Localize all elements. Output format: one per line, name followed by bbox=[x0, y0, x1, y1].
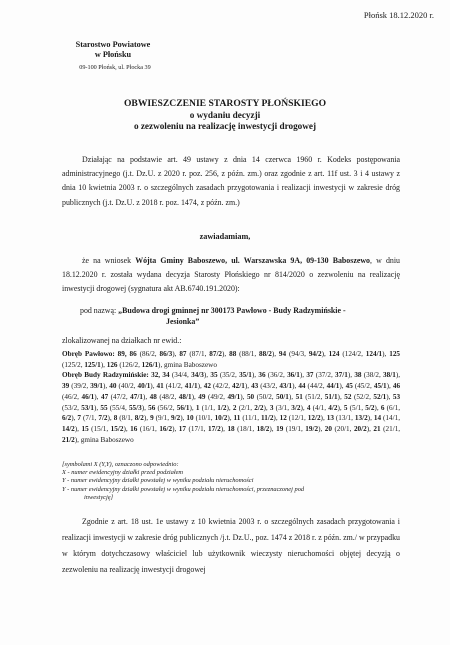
issuer-name: Starostwo Powiatowe bbox=[75, 40, 151, 49]
plot-list: Obręb Pawłowo: 89, 86 (86/2, 86/3), 87 (87/1, 87/2), 88 (88/1, 88/2), 94 (94/3, 94/2), 124 (124/2, 124/1), 125 (125/2, 125/1), 126 (126/2, 126/1), gmina Baboszewo Obręb Budy Radzymińskie: 32, 34 (34/4, 34/3), 35 (35/2, 35/1), 36 (36/2, 36/1), 37 (37/2, 37/1), 38 (38/2, 38/1), 39 (39/2, 39/1), 40 (40/2, 40/1), 41 (41/2, 41/1), 42 (42/2, 42/1), 43 (43/2, 43/1), 44 (44/2, 44/1), 45 (45/2, 45/1), 46 (46/2, 46/1), 47 (47/2, 47/1), 48 (48/2, 48/1), 49 (49/2, 49/1), 50 (50/2, 50/1), 51 (51/2, 51/1), 52 (52/2, 52/1), 53 (53/2, 53/1), 55 (55/4, 55/3), 56 (56/2, 56/1), 1 (1/1, 1/2), 2 (2/1, 2/2), 3 (3/1, 3/2), 4 (4/1, 4/2), 5 (5/1, 5/2), 6 (6/1, 6/2), 7 (7/1, 7/2), 8 (8/1, 8/2), 9 (9/1, 9/2), 10 (10/1, 10/2), 11 (11/1, 11/2), 12 (12/1, 12/2), 13 (13/1, 13/2), 14 (14/1, 14/2), 15 (15/1, 15/2), 16 (16/1, 16/2), 17 (17/1, 17/2), 18 (18/1, 18/2), 19 (19/1, 19/2), 20 (20/1, 20/2), 21 (21/1, 21/2), gmina Baboszewo bbox=[62, 350, 401, 444]
legend-line-3: Y - numer ewidencyjny działki powstałej w wyniku podziału nieruchomości bbox=[62, 477, 254, 485]
decision-pre: że na wniosek bbox=[82, 256, 136, 265]
decision-post: , w dniu 18.12.2020 r. została wydana decyzja Starosty Płońskiego nr 814/2020 o zezwoleniu na realizację inwestycji drogowej (sygnatura akt AB.6740.191.2020): bbox=[62, 256, 400, 294]
decision-paragraph bbox=[62, 254, 400, 297]
notification-heading: zawiadamiam, bbox=[199, 232, 251, 241]
title-line-1: OBWIESZCZENIE STAROSTY PŁOŃSKIEGO bbox=[123, 98, 327, 109]
legal-basis-paragraph: Działając na podstawie art. 49 ustawy z dnia 14 czerwca 1960 r. Kodeks postępowania administracyjnego (j.t. Dz.U. z 2020 r. poz. 256, z późn. zm.) oraz zgodnie z art. 11f ust. 3 i 4 ustawy z dnia 10 kwietnia 2003 r. o szczególnych zasadach przygotowania i realizacji inwestycji w zakresie dróg publicznych (j.t. Dz.U. z 2018 r. poz. 1474, z późn. zm.) bbox=[62, 155, 400, 207]
issuer-block bbox=[58, 40, 168, 71]
symbol-legend bbox=[62, 461, 400, 502]
issuer-location: w Płońsku bbox=[94, 50, 132, 59]
investment-name bbox=[80, 306, 400, 327]
title-line-3: o zezwoleniu na realizację inwestycji drogowej bbox=[133, 121, 317, 131]
issuer-address: 09-100 Płońsk, ul. Płocka 39 bbox=[79, 64, 151, 71]
investment-name-line-2: Jesionka” bbox=[166, 316, 200, 326]
legend-line-4: Y - numer ewidencyjny działki powstałej w wyniku podziału nieruchomości, przeznaczonej pod bbox=[62, 485, 305, 493]
ownership-paragraph: Zgodnie z art. 18 ust. 1e ustawy z 10 kwietnia 2003 r. o szczególnych zasadach przygotowania i realizacji inwestycji w zakresie dróg publicznych /j.t. Dz.U., poz. 1474 z 2018 r. z późn. zm./ w przypadku w którym dotychczasowy właściciel lub użytkownik wieczysty nieruchomości objętej decyzją o zezwoleniu na realizację inwestycji drogowej bbox=[62, 517, 400, 574]
document-title bbox=[0, 98, 450, 133]
document-date: Płońsk 18.12.2020 r. bbox=[363, 10, 434, 20]
applicant-name: Wójta Gminy Baboszewo, ul. Warszawska 9A, 09-130 Baboszewo bbox=[135, 256, 370, 265]
title-line-2: o wydaniu decyzji bbox=[189, 109, 261, 120]
legend-line-2: X - numer ewidencyjny działki przed podziałem bbox=[62, 469, 184, 477]
legend-line-4-cont: inwestycję] bbox=[84, 493, 114, 501]
plots-intro: zlokalizowanej na działkach nr ewid.: bbox=[62, 336, 182, 345]
investment-name-prefix: pod nazwą: bbox=[80, 306, 119, 315]
investment-name-line-1: „Budowa drogi gminnej nr 300173 Pawłowo - Budy Radzymińskie - bbox=[118, 306, 346, 315]
legend-line-1: [symbolami X (Y,Y), oznaczono odpowiednio: bbox=[62, 461, 179, 468]
